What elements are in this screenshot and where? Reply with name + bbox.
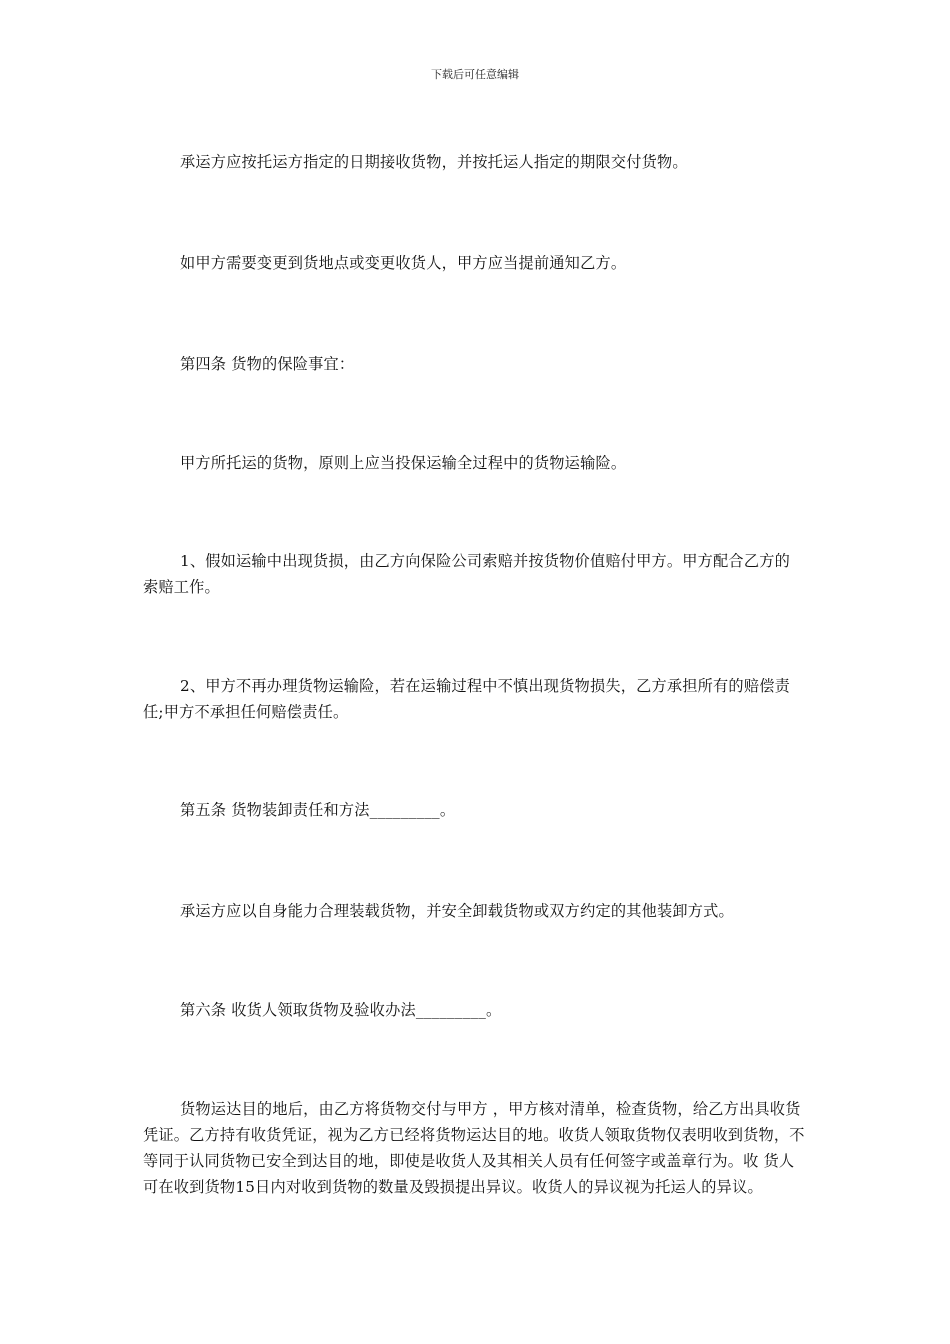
paragraph-receipt: 货物运达目的地后，由乙方将货物交付与甲方 ，甲方核对清单，检查货物，给乙方出具收货凭证。乙方持有收货凭证，视为乙方已经将货物运达目的地。收货人领取货物仅表明收到货物，不等同于认同货物已安全到达目的地，即使是收货人及其相关人员有任何签字或盖章行为。收 货人可在收到货物15日内对收到货物的数量及毁损提出异议。收货人的异议视为托运人的异议。 [143, 1100, 805, 1196]
paragraph-loading: 承运方应以自身能力合理装载货物，并安全卸载货物或双方约定的其他装卸方式。 [180, 902, 734, 920]
paragraph-insurance: 甲方所托运的货物，原则上应当投保运输全过程中的货物运输险。 [180, 454, 627, 472]
heading-article-6: 第六条 收货人领取货物及验收办法_________。 [180, 1001, 502, 1019]
heading-article-4: 第四条 货物的保险事宜： [180, 355, 355, 373]
paragraph-change-notice: 如甲方需要变更到货地点或变更收货人，甲方应当提前通知乙方。 [180, 254, 627, 272]
heading-article-5: 第五条 货物装卸责任和方法_________。 [180, 801, 456, 819]
paragraph-item-1: 1、假如运输中出现货损，由乙方向保险公司索赔并按货物价值赔付甲方。甲方配合乙方的索赔工作。 [143, 552, 790, 596]
page-header: 下载后可任意编辑 [431, 68, 519, 81]
paragraph-item-2: 2、甲方不再办理货物运输险，若在运输过程中不慎出现货物损失，乙方承担所有的赔偿责任;甲方不承担任何赔偿责任。 [143, 677, 790, 721]
paragraph-delivery-schedule: 承运方应按托运方指定的日期接收货物，并按托运人指定的期限交付货物。 [180, 153, 688, 171]
